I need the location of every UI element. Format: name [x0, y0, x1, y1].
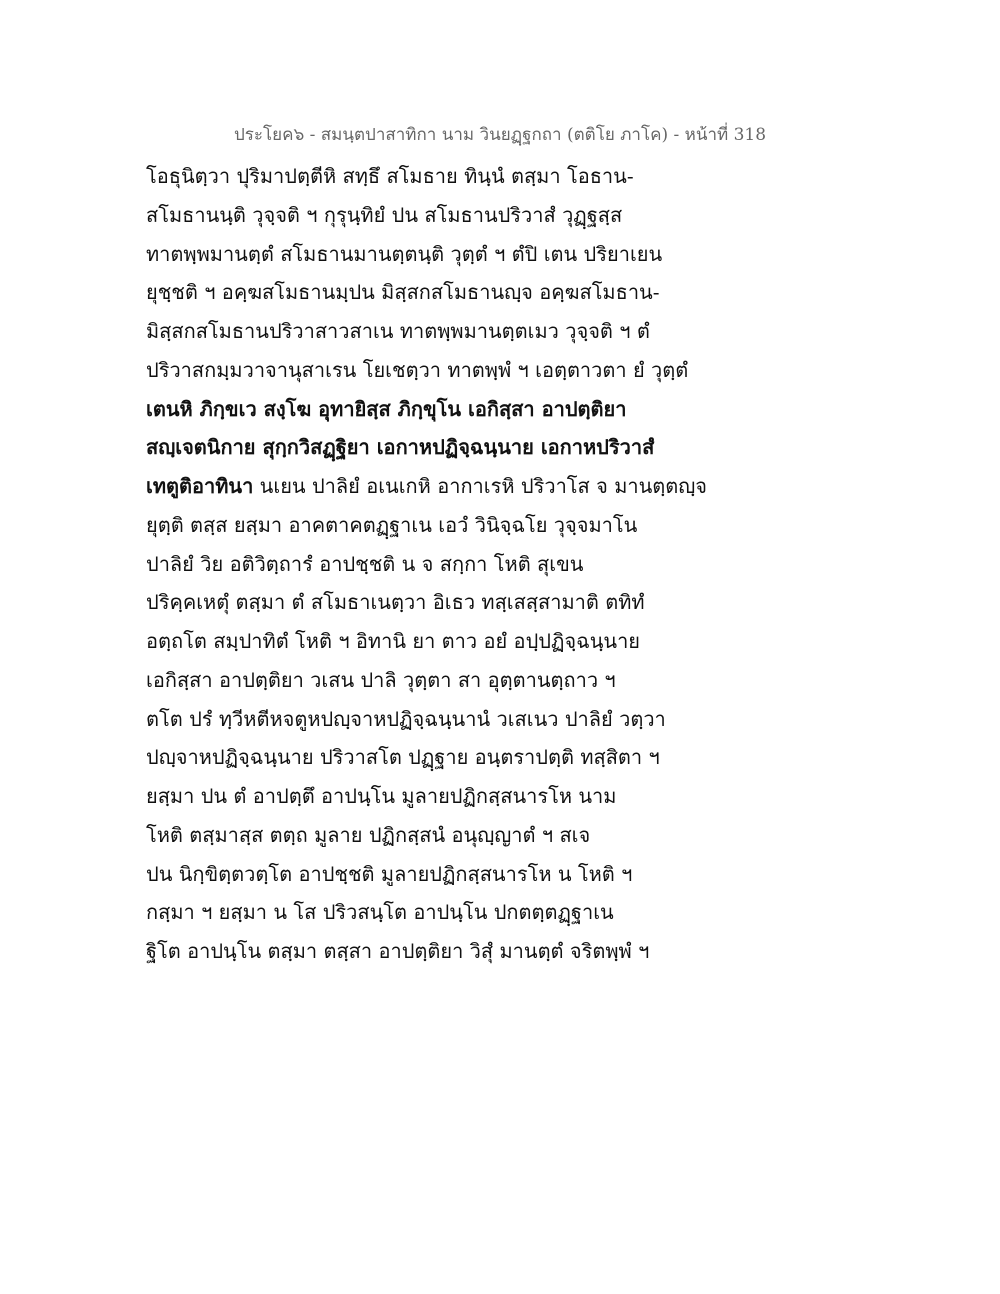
text-line-14: เอกิสฺสา อาปตฺติยา วเสน ปาลิ วุตฺตา สา อุตฺตานตฺถาว ฯ [146, 667, 616, 692]
text-line-7-bold: เตนหิ ภิกฺขเว สงฺโฆ อุทายิสฺส ภิกฺขุโน เอกิสฺสา อาปตฺติยา [146, 396, 627, 421]
text-line-9-bold-part: เทตูติอาทินา [146, 474, 254, 498]
text-line-9-rest: นเยน ปาลิยํ อเนเกหิ อากาเรหิ ปริวาโส จ มานตฺตญฺจ [253, 474, 708, 498]
text-line-21: ฐิโต อาปนฺโน ตสฺมา ตสฺสา อาปตฺติยา วิสุํ มานตฺตํ จริตพฺพํ ฯ [146, 939, 650, 963]
text-line-11: ปาลิยํ วิย อติวิตฺถารํ อาปชฺชติ น จ สกฺกา โหติ สุเขน [146, 551, 584, 576]
text-line-10: ยุตฺติ ตสฺส ยสฺมา อาคตาคตฏฺฐาเน เอวํ วินิจฺฉโย วุจฺจมาโน [146, 512, 638, 537]
text-line-4: ยุชฺชติ ฯ อคฺฆสโมธานมฺปน มิสฺสกสโมธานญฺจ อคฺฆสโมธาน- [146, 280, 660, 305]
text-line-5: มิสฺสกสโมธานปริวาสาวสาเน ทาตพฺพมานตฺตเมว วุจฺจติ ฯ ตํ [146, 319, 650, 343]
text-line-8-bold: สญฺเจตนิกาย สุกฺกวิสฏฺฐิยา เอกาหปฏิจฺฉนฺนาย เอกาหปริวาสํ [146, 435, 655, 460]
text-line-1: โอธุนิตฺวา ปุริมาปตฺตีหิ สทฺธึ สโมธาย ทินฺนํ ตสฺมา โอธาน- [146, 164, 634, 188]
text-line-19: ปน นิกฺขิตฺตวตฺโต อาปชฺชติ มูลายปฏิกสฺสนารโห น โหติ ฯ [146, 861, 633, 886]
text-line-18: โหติ ตสฺมาสฺส ตตฺถ มูลาย ปฏิกสฺสนํ อนุญฺญาตํ ฯ สเจ [146, 822, 591, 847]
text-line-13: อตฺถโต สมฺปาทิตํ โหติ ฯ อิทานิ ยา ตาว อยํ อปฺปฏิจฺฉนฺนาย [146, 629, 641, 653]
text-line-3: ทาตพฺพมานตฺตํ สโมธานมานตฺตนฺติ วุตฺตํ ฯ ตํปิ เตน ปริยาเยน [146, 241, 663, 266]
body-text [146, 157, 708, 971]
text-line-15: ตโต ปรํ ทฺวีหตีหจตูหปญฺจาหปฏิจฺฉนฺนานํ วเสเนว ปาลิยํ วตฺวา [146, 706, 666, 731]
text-line-6: ปริวาสกมฺมวาจานุสาเรน โยเชตฺวา ทาตพฺพํ ฯ เอตฺตาวตา ยํ วุตฺตํ [146, 357, 689, 382]
text-line-17: ยสฺมา ปน ตํ อาปตฺตึ อาปนฺโน มูลายปฏิกสฺสนารโห นาม [146, 784, 617, 808]
text-line-2: สโมธานนฺติ วุจฺจติ ฯ กุรุนฺทิยํ ปน สโมธานปริวาสํ วุฏฺฐสฺส [146, 202, 623, 227]
text-line-9 [146, 467, 708, 506]
page-header: ประโยค๖ - สมนฺตปาสาทิกา นาม วินยฏฺฐกถา (ตติโย ภาโค) - หน้าที่ 318 [233, 125, 767, 145]
text-line-12: ปริคฺคเหตุํ ตสฺมา ตํ สโมธาเนตฺวา อิเธว ทสฺเสสฺสามาติ ตทิทํ [146, 590, 645, 615]
text-line-16: ปญฺจาหปฏิจฺฉนฺนาย ปริวาสโต ปฏฺฐาย อนฺตราปตฺติ ทสฺสิตา ฯ [146, 745, 660, 770]
text-line-20: กสฺมา ฯ ยสฺมา น โส ปริวสนฺโต อาปนฺโน ปกตตฺตฏฺฐาเน [146, 900, 614, 925]
